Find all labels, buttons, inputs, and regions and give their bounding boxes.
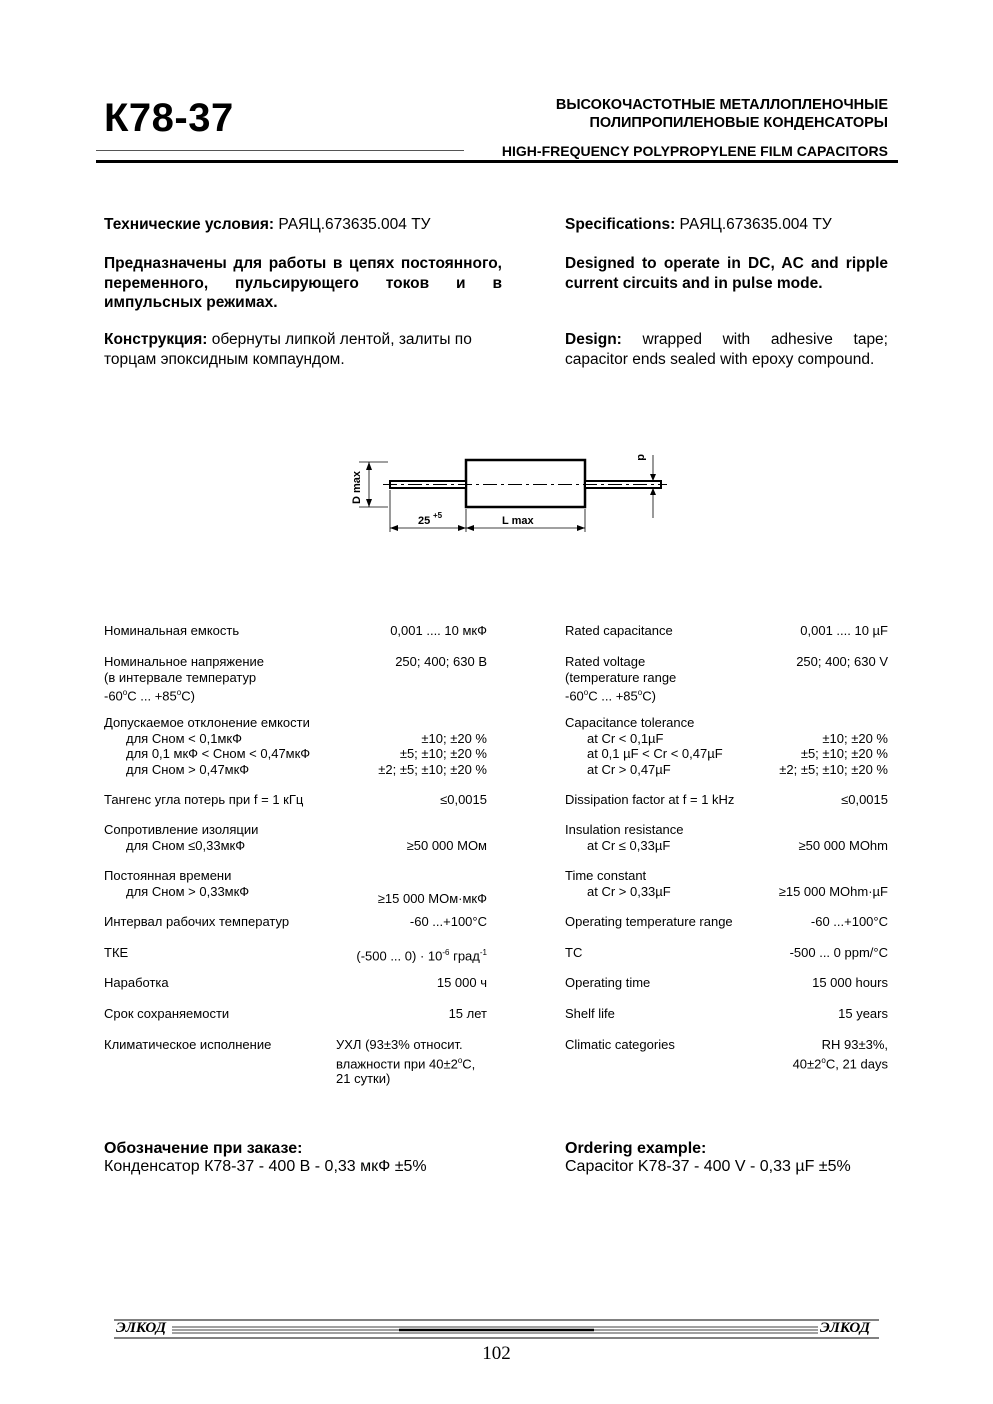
param-value: УХЛ (93±3% относит. влажности при $40\pm 2^oС$, 21 сутки): [336, 1037, 476, 1087]
param-label: Operating temperature range: [565, 914, 733, 929]
header-divider-thick: [96, 160, 898, 163]
param-value: -500 ... 0 ppm/°C: [789, 945, 888, 960]
param-label: Срок сохраняемости: [104, 1006, 230, 1021]
param-label: Интервал рабочих температур: [104, 914, 290, 929]
param-label: Наработка: [104, 975, 169, 990]
design-en: Design: wrapped with adhesive tape; capacitor ends sealed with epoxy compound.: [565, 331, 888, 368]
param-label: Rated capacitance: [565, 623, 673, 638]
param-value: ≤0,0015: [841, 792, 888, 807]
param-value: ≥15 000 МОм·мкФ: [377, 891, 487, 906]
param-label: Номинальное напряжение (в интервале температур -60$^o$C ... $+85^oC$): [104, 654, 265, 704]
param-value: ≥15 000 MOhm·µF: [778, 884, 888, 899]
param-value: 0,001 .... 10 µF: [800, 623, 888, 638]
param-value: ≥50 000 МОм: [406, 838, 487, 853]
design-ru: Конструкция: обернуты липкой лентой, залиты по торцам эпоксидным компаундом.: [104, 331, 472, 368]
param-label: Capacitance tolerance at Cr < 0,1µF at 0,1 µF < Cr < 0,47µF at Cr > 0,47µF: [565, 715, 723, 777]
title-english: HIGH-FREQUENCY POLYPROPYLENE FILM CAPACITORS: [501, 143, 888, 159]
ordering-en: Ordering example: Capacitor K78-37 - 400 V - 0,33 µF ±5%: [565, 1140, 851, 1175]
param-label: Тангенс угла потерь при f = 1 кГц: [104, 792, 304, 807]
capacitor-body: [466, 460, 585, 507]
param-value: ±10; ±20 % ±5; ±10; ±20 % ±2; ±5; ±10; ±20 %: [779, 730, 888, 777]
param-label: Operating time: [565, 975, 651, 990]
capacitor-dimension-drawing: [345, 450, 675, 540]
param-value: 15 000 ч: [436, 975, 487, 990]
label-lead-length: 25: [418, 515, 431, 527]
param-label: Climatic categories: [565, 1037, 675, 1052]
param-value: 15 years: [838, 1006, 888, 1021]
param-value: ≥50 000 MOhm: [798, 838, 888, 853]
label-lead-tolerance: +5: [433, 511, 443, 520]
product-model: К78-37: [104, 96, 234, 140]
param-value: (-500 ... $0) \cdot 10^{-6}$ град$^{-1}$: [356, 948, 487, 964]
param-label: Time constant at Cr > 0,33µF: [565, 868, 671, 899]
title-russian: ВЫСОКОЧАСТОТНЫЕ МЕТАЛЛОПЛЕНОЧНЫЕ ПОЛИПРОПИЛЕНОВЫЕ КОНДЕНСАТОРЫ: [555, 97, 888, 131]
spec-en: Specifications: РАЯЦ.673635.004 ТУ: [565, 216, 832, 233]
param-label: Сопротивление изоляции для Сном ≤0,33мкФ: [104, 822, 259, 853]
param-value: -60 ...+100°С: [409, 914, 487, 929]
param-label: Номинальная емкость: [104, 623, 240, 638]
param-value: RH 93±3%, $40\pm 2^oC$, 21 days: [792, 1037, 888, 1071]
param-value: ≤0,0015: [440, 792, 487, 807]
param-value: -60 ...+100°C: [810, 914, 888, 929]
label-dmax: D max: [351, 470, 363, 504]
footer-rule: [114, 1318, 879, 1340]
label-d: d: [635, 454, 647, 461]
param-value: 15 000 hours: [812, 975, 888, 990]
param-label: Допускаемое отклонение емкости для Сном < 0,1мкФ для 0,1 мкФ < Сном < 0,47мкФ для Сном > 0,47мкФ: [104, 715, 311, 777]
param-label: Климатическое исполнение: [104, 1037, 272, 1052]
param-label: Rated voltage (temperature range -60$^o$C ... $+85^oC$): [565, 654, 677, 704]
param-value: ±10; ±20 % ±5; ±10; ±20 % ±2; ±5; ±10; ±20 %: [378, 730, 487, 777]
footer-brand-left: ЭЛКОД: [116, 1320, 167, 1336]
page-number: 102: [482, 1343, 511, 1364]
header-divider-thin: [96, 150, 464, 151]
purpose-ru: Предназначены для работы в цепях постоянного, переменного, пульсирующего токов и в импульсных режимах.: [104, 255, 502, 311]
purpose-en: Designed to operate in DC, AC and ripple current circuits and in pulse mode.: [565, 255, 888, 292]
param-label: Постоянная времени для Сном > 0,33мкФ: [104, 868, 250, 899]
param-label: Shelf life: [565, 1006, 615, 1021]
param-label: ТКЕ: [104, 945, 129, 960]
param-value: 250; 400; 630 V: [796, 654, 888, 669]
footer-brand-right: ЭЛКОД: [820, 1320, 871, 1336]
spec-ru: Технические условия: РАЯЦ.673635.004 ТУ: [104, 216, 431, 233]
ordering-ru: Обозначение при заказе: Конденсатор К78-37 - 400 В - 0,33 мкФ ±5%: [104, 1140, 427, 1175]
param-label: Dissipation factor at f = 1 kHz: [565, 792, 735, 807]
param-value: 15 лет: [448, 1006, 487, 1021]
param-label: TC: [565, 945, 583, 960]
param-label: Insulation resistance at Cr ≤ 0,33µF: [565, 822, 684, 853]
label-lmax: L max: [502, 515, 534, 527]
param-value: 0,001 .... 10 мкФ: [390, 623, 487, 638]
param-value: 250; 400; 630 В: [395, 654, 487, 669]
